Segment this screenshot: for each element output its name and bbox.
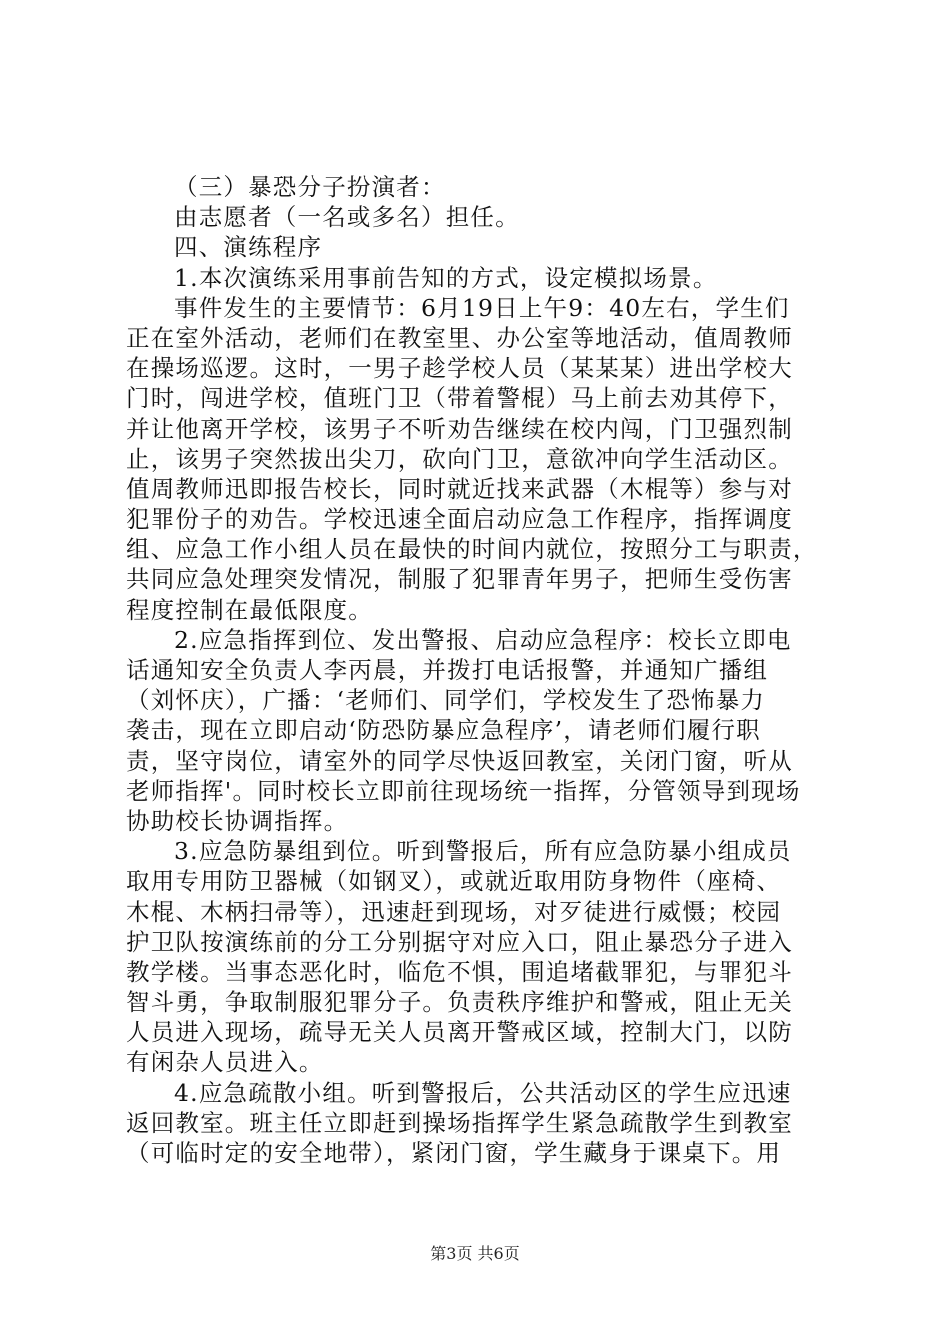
page-footer: 第3页 共6页 <box>430 1244 520 1263</box>
body-text-line: （刘怀庆），广播：‘老师们、同学们，学校发生了恐怖暴力 <box>126 686 766 715</box>
body-text-line: 护卫队按演练前的分工分别据守对应入口，阻止暴恐分子进入 <box>126 927 793 956</box>
body-text-line: 并让他离开学校，该男子不听劝告继续在校内闯，门卫强烈制 <box>126 414 793 443</box>
body-text-line: 返回教室。班主任立即赶到操场指挥学生紧急疏散学生到教室 <box>126 1108 793 1137</box>
body-text-line: 3.应急防暴组到位。听到警报后，所有应急防暴小组成员 <box>174 837 792 866</box>
body-text-line: 由志愿者（一名或多名）担任。 <box>174 203 520 232</box>
body-text-line: 话通知安全负责人李丙晨，并拨打电话报警，并通知广播组 <box>126 656 769 684</box>
body-text-line: 值周教师迅即报告校长，同时就近找来武器（木棍等）参与对 <box>126 474 793 503</box>
body-text-line: 正在室外活动，老师们在教室里、办公室等地活动，值周教师 <box>126 323 793 352</box>
body-text-line: 袭击，现在立即启动‘防恐防暴应急程序’，请老师们履行职 <box>126 716 761 745</box>
body-text-line: 门时，闯进学校，值班门卫（带着警棍）马上前去劝其停下， <box>126 384 793 413</box>
body-text-line: 教学楼。当事态恶化时，临危不惧，围追堵截罪犯，与罪犯斗 <box>126 957 793 986</box>
body-text-line: 四、演练程序 <box>174 233 323 262</box>
body-text-line: 智斗勇，争取制服犯罪分子。负责秩序维护和警戒，阻止无关 <box>126 988 793 1017</box>
body-text-line: 1.本次演练采用事前告知的方式，设定模拟场景。 <box>174 263 718 292</box>
body-text-line: 事件发生的主要情节：6月19日上午9：40左右，学生们 <box>174 293 790 322</box>
body-text-line: 取用专用防卫器械（如钢叉），或就近取用防身物件（座椅、 <box>126 867 782 896</box>
body-text-line: 在操场巡逻。这时，一男子趁学校人员（某某某）进出学校大 <box>126 354 793 383</box>
body-text-line: （可临时定的安全地带），紧闭门窗，学生藏身于课桌下。用 <box>126 1139 782 1167</box>
body-text-line: 老师指挥'。同时校长立即前往现场统一指挥，分管领导到现场 <box>126 776 801 805</box>
body-text-line: 犯罪份子的劝告。学校迅速全面启动应急工作程序，指挥调度 <box>126 505 793 534</box>
body-text-line: 协助校长协调指挥。 <box>126 806 349 835</box>
body-text-line: 责，坚守岗位，请室外的同学尽快返回教室，关闭门窗，听从 <box>126 746 793 775</box>
body-text-line: 4.应急疏散小组。听到警报后，公共活动区的学生应迅速 <box>174 1078 792 1107</box>
body-text-line: 组、应急工作小组人员在最快的时间内就位，按照分工与职责， <box>126 535 818 564</box>
body-text-line: 止，该男子突然拔出尖刀，砍向门卫，意欲冲向学生活动区。 <box>126 444 793 473</box>
document-body <box>126 172 831 1168</box>
body-text-line: 人员进入现场，疏导无关人员离开警戒区域，控制大门，以防 <box>126 1018 793 1047</box>
body-text-line: 程度控制在最低限度。 <box>126 595 373 624</box>
body-text-line: 有闲杂人员进入。 <box>126 1048 324 1077</box>
body-text-line: 共同应急处理突发情况，制服了犯罪青年男子，把师生受伤害 <box>126 565 793 594</box>
body-text-line: 2.应急指挥到位、发出警报、启动应急程序：校长立即电 <box>174 625 792 654</box>
body-text-line: 木棍、木柄扫帚等），迅速赶到现场，对歹徒进行威慑；校园 <box>126 897 782 926</box>
body-text-line: （三）暴恐分子扮演者： <box>174 173 446 201</box>
